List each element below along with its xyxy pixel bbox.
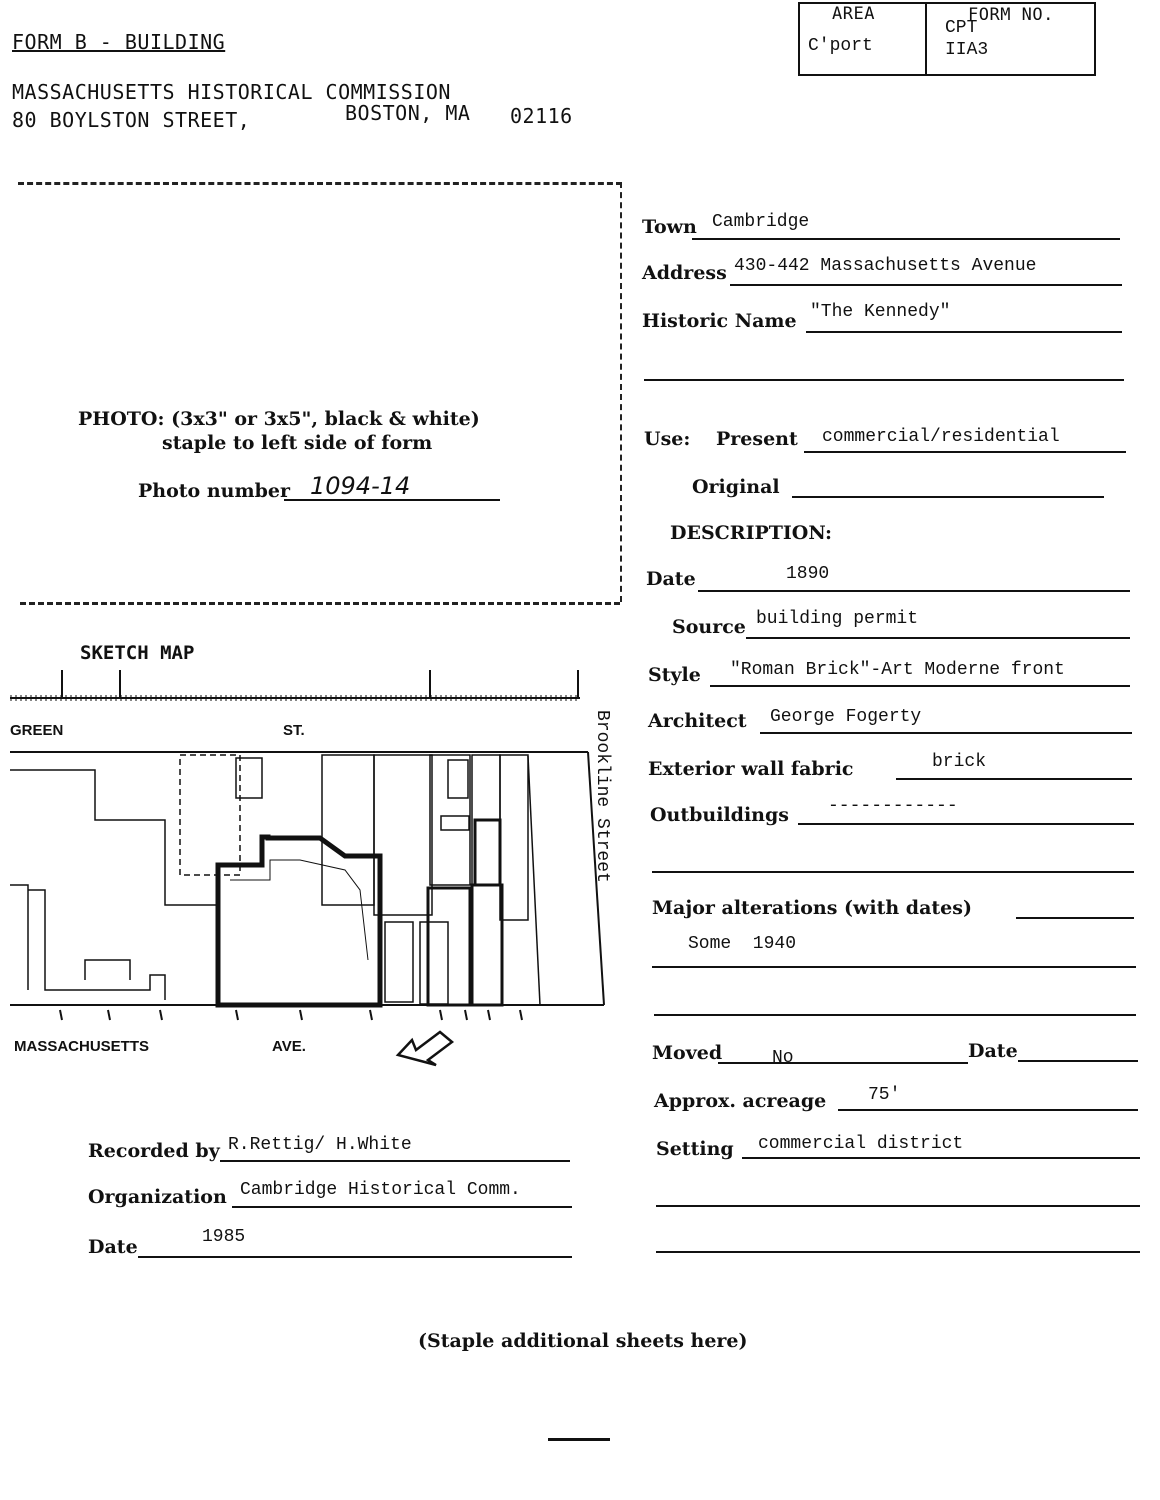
photo-number-value: 1094-14 [310,472,411,500]
outbuildings-line [798,823,1134,825]
recorded-by-line [220,1160,570,1162]
use-label: Use: [644,428,691,450]
address-value: 430-442 Massachusetts Avenue [734,256,1037,276]
alterations-line-2 [652,966,1136,968]
photo-staple-note: staple to left side of form [162,432,433,454]
exterior-line [896,778,1132,780]
photo-box-right [620,182,622,602]
style-line [710,685,1130,687]
alterations-label: Major alterations (with dates) [652,897,972,919]
footer-mark [548,1438,610,1441]
town-line [692,238,1120,240]
form-no-value-2: IIA3 [945,40,989,60]
date-value: 1890 [786,564,830,584]
town-value: Cambridge [712,212,810,232]
source-label: Source [672,616,746,638]
map-label-massachusetts: MASSACHUSETTS [14,1038,150,1055]
source-line [746,637,1130,639]
description-label: DESCRIPTION: [670,522,833,544]
moved-value: No [772,1048,794,1068]
date-label: Date [646,568,696,590]
photo-instructions: PHOTO: (3x3" or 3x5", black & white) [78,408,480,430]
style-value: "Roman Brick"-Art Moderne front [730,660,1065,680]
present-label: Present [716,428,798,450]
commission-name: MASSACHUSETTS HISTORICAL COMMISSION [12,80,451,104]
commission-zip: 02116 [510,104,573,128]
address-label: Address [642,262,727,284]
recorded-by-value: R.Rettig/ H.White [228,1135,412,1155]
acreage-line [838,1109,1138,1111]
exterior-label: Exterior wall fabric [648,758,854,780]
map-label-ave: AVE. [272,1038,306,1055]
moved-label: Moved [652,1042,723,1064]
present-line [804,451,1126,453]
map-label-green: GREEN [10,722,64,739]
setting-line-3 [656,1251,1140,1253]
moved-date-label: Date [968,1040,1018,1062]
source-value: building permit [756,609,919,629]
date-line [698,590,1130,592]
outbuildings-value: ------------ [828,796,958,816]
map-label-st: ST. [283,722,305,739]
photo-number-label: Photo number [138,480,290,502]
organization-value: Cambridge Historical Comm. [240,1180,521,1200]
setting-line-2 [656,1205,1140,1207]
historic-name-line [806,331,1122,333]
historic-name-value: "The Kennedy" [810,302,951,322]
id-box-divider [925,2,927,74]
outbuildings-label: Outbuildings [650,804,789,826]
form-title: FORM B - BUILDING [12,30,226,54]
outbuildings-line-2 [652,871,1134,873]
sketch-map-title: SKETCH MAP [80,642,195,664]
photo-number-line [284,499,500,501]
architect-value: George Fogerty [770,707,922,727]
recorder-date-line [138,1256,572,1258]
organization-label: Organization [88,1186,227,1208]
architect-line [760,732,1132,734]
original-line [792,496,1104,498]
historic-name-label: Historic Name [642,310,797,332]
exterior-value: brick [932,752,987,772]
sketch-map [0,660,630,1080]
moved-date-line [1018,1060,1138,1062]
setting-line [742,1157,1140,1159]
town-label: Town [642,216,697,238]
original-label: Original [692,476,780,498]
recorder-date-value: 1985 [202,1227,246,1247]
address-line [730,284,1122,286]
photo-box-top [18,182,622,185]
alterations-line [1016,917,1134,919]
moved-line [718,1062,968,1064]
organization-line [232,1206,572,1208]
historic-name-line-2 [644,379,1124,381]
setting-label: Setting [656,1138,734,1160]
architect-label: Architect [648,710,747,732]
recorder-date-label: Date [88,1236,138,1258]
staple-note: (Staple additional sheets here) [418,1330,748,1352]
acreage-label: Approx. acreage [654,1090,827,1112]
acreage-value: 75' [868,1085,901,1105]
style-label: Style [648,664,701,686]
recorded-by-label: Recorded by [88,1140,220,1162]
commission-street: 80 BOYLSTON STREET, [12,108,251,132]
form-no-value-1: CPT [945,18,978,38]
form-no-label: FORM NO. [968,5,1054,25]
present-value: commercial/residential [822,427,1060,447]
alterations-line-3 [654,1014,1136,1016]
commission-city: BOSTON, MA [345,101,471,125]
photo-box-bottom [20,602,620,605]
area-value: C'port [808,36,873,56]
alterations-value: Some 1940 [688,934,797,954]
setting-value: commercial district [758,1134,964,1154]
map-label-brookline: Brookline Street [592,710,612,883]
area-label: AREA [832,4,875,24]
